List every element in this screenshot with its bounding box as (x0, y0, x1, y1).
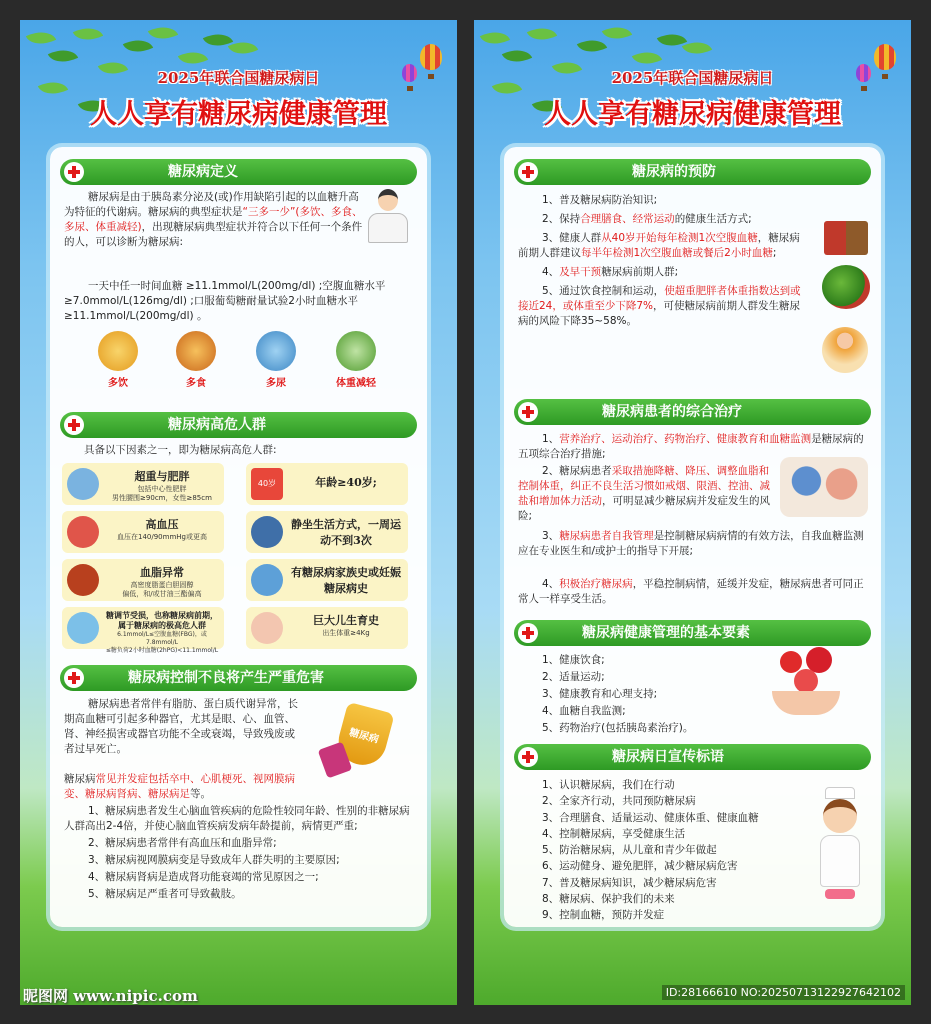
leaf-decoration (228, 35, 258, 60)
section-title: 糖尿病定义 (168, 164, 238, 180)
risk-item: 糖调节受损，也称糖尿病前期，属于糖尿病的极高危人群 6.1mmol/L≤空腹血糖(FBG)，或7.8mmol/L ≤糖负荷2小时血糖(2hPG)<11.1mmol/L (62, 607, 224, 649)
poster-title: 人人享有糖尿病健康管理 (90, 99, 387, 130)
site-watermark: 昵图网 www.nipic.com (23, 987, 198, 1005)
section-header-elements (514, 620, 871, 646)
vegetables-icon (822, 265, 870, 309)
doctor-patient-illustration (780, 457, 868, 517)
leaf-decoration (527, 21, 557, 46)
treatment-item-1: 1、营养治疗、运动治疗、药物治疗、健康教育和血糖监测是糖尿病的五项综合治疗措施; (518, 433, 864, 460)
slogans-list: 1、认识糖尿病，我们在行动 2、全家齐行动，共同预防糖尿病 3、合理膳食、适量运动、健康体重、健康血糖 4、控制糖尿病，享受健康生活 5、防治糖尿病，从儿童和青少年做起 6、运动健身、避免肥胖，减少糖尿病危害 7、普及糖尿病知识，减少糖尿病危害 8、糖尿病、保护我们的未来 9、控制血糖，预防并发症 (542, 779, 759, 922)
medical-cross-icon (64, 668, 84, 688)
risk-item: 巨大儿生育史 出生体重≥4Kg (246, 607, 408, 649)
image-id-label: ID:28166610 NO:20250713122927642102 (662, 985, 905, 1000)
symptom-drink: 多饮 (88, 331, 148, 389)
leaf-decoration (577, 33, 607, 58)
leaf-decoration (682, 35, 712, 60)
left-poster (20, 20, 457, 1005)
calendar-icon: 40岁 (251, 468, 283, 500)
risk-item: 40岁 年龄≥40岁; (246, 463, 408, 505)
medical-cross-icon (518, 162, 538, 182)
section-title: 糖尿病控制不良将产生严重危害 (128, 670, 324, 686)
danger-paragraph: 糖尿病患者常伴有脂肪、蛋白质代谢异常，长期高血糖可引起多种器官，尤其是眼、心、血管、肾、神经损害或器官功能不全或衰竭，导致残废或者过早死亡。 (64, 698, 298, 755)
leaf-decoration (602, 20, 632, 45)
leaf-decoration (502, 43, 532, 68)
symptom-eat: 多食 (166, 331, 226, 389)
hands-hearts-icon (766, 647, 846, 719)
medical-cross-icon (518, 402, 538, 422)
risk-item: 超重与肥胖 包括中心性肥胖 男性腰围≥90cm，女性≥85cm (62, 463, 224, 505)
medical-cross-icon (518, 623, 538, 643)
complications-paragraph: 糖尿病常见并发症包括卒中、心肌梗死、视网膜病变、糖尿病肾病、糖尿病足等。 (64, 773, 295, 800)
heart-icon (67, 516, 99, 548)
event-subtitle: 2025年联合国糖尿病日 (157, 69, 320, 87)
definition-paragraph: 糖尿病是由于胰岛素分泌及(或)作用缺陷引起的以血糖升高为特征的代谢病。糖尿病的典型症状是“三多一少”(多饮、多食、多尿、体重减轻)，出现糖尿病典型症状并符合以下任何一个条件的人，可以诊断为糖尿病: (64, 191, 363, 248)
prevention-list: 1、普及糖尿病防治知识; 2、保持合理膳食、经常运动的健康生活方式; 3、健康人群从40岁开始每年检测1次空腹血糖，糖尿病前期人群建议每半年检测1次空腹血糖或餐后2小时血糖; 4、及早干预糖尿病前期人群; 5、通过饮食控制和运动，使超重肥胖者体重指数达到或接近24，或体重至少下降7%，可使糖尿病前期人群发生糖尿病的风险下降35~58%。 (518, 194, 801, 327)
poster-title: 人人享有糖尿病健康管理 (544, 99, 841, 130)
section-title: 糖尿病健康管理的基本要素 (582, 625, 750, 641)
glucose-meter-icon (67, 612, 99, 644)
exercise-person-icon (822, 327, 868, 373)
sitting-person-icon (251, 516, 283, 548)
symptom-weight-loss: 体重减轻 (326, 331, 386, 389)
section-header-danger (60, 665, 417, 691)
weight-loss-icon (336, 331, 376, 371)
section-header-definition (60, 159, 417, 185)
treatment-item-3: 3、糖尿病患者自我管理是控制糖尿病病情的有效方法，自我血糖监测应在专业医生和/或护士的指导下开展; (518, 530, 864, 557)
baby-icon (251, 612, 283, 644)
risk-item: 高血压 血压在140/90mmHg或更高 (62, 511, 224, 553)
section-title: 糖尿病患者的综合治疗 (602, 404, 742, 420)
risk-item: 有糖尿病家族史或妊娠糖尿病史 (246, 559, 408, 601)
medical-cross-icon (518, 747, 538, 767)
elements-list: 1、健康饮食; 2、适量运动; 3、健康教育和心理支持; 4、血糖自我监测; 5、药物治疗(包括胰岛素治疗)。 (542, 654, 694, 734)
leaf-decoration (148, 20, 178, 45)
leaf-decoration (48, 43, 78, 68)
section-header-treatment (514, 399, 871, 425)
treatment-item-4: 4、积极治疗糖尿病，平稳控制病情，延缓并发症，糖尿病患者可同正常人一样享受生活。 (518, 578, 864, 605)
treatment-item-2: 2、糖尿病患者采取措施降糖、降压、调整血脂和控制体重，纠正不良生活习惯如戒烟、限酒、控油、减盐和增加体力活动，可明显减少糖尿病并发症发生的风险; (518, 465, 770, 522)
shield-icon: 糖尿病 (333, 702, 394, 770)
leaf-decoration (26, 25, 56, 50)
dna-icon (251, 564, 283, 596)
section-header-prevention (514, 159, 871, 185)
risk-item: 血脂异常 高密度脂蛋白胆固醇 偏低，和/或甘油三酯偏高 (62, 559, 224, 601)
urination-icon (256, 331, 296, 371)
nurse-illustration (812, 787, 868, 907)
eating-icon (176, 331, 216, 371)
section-header-slogans (514, 744, 871, 770)
leaf-decoration (123, 33, 153, 58)
blood-vessel-icon (67, 564, 99, 596)
leaf-decoration (73, 21, 103, 46)
risk-intro: 具备以下因素之一，即为糖尿病高危人群: (84, 444, 277, 456)
section-title: 糖尿病的预防 (632, 164, 716, 180)
doctor-illustration (368, 189, 408, 243)
diagnosis-criteria: 一天中任一时间血糖 ≥11.1mmol/L(200mg/dl) ;空腹血糖水平 ≥7.0mmol/L(126mg/dl) ;口服葡萄糖耐量试验2小时血糖水平 ≥11.1mmol/L(200mg/dl) 。 (64, 280, 386, 322)
obesity-icon (67, 468, 99, 500)
risk-item: 静坐生活方式，一周运动不到3次 (246, 511, 408, 553)
content-panel (504, 147, 881, 927)
section-title: 糖尿病日宣传标语 (612, 749, 724, 765)
content-panel (50, 147, 427, 927)
drinking-icon (98, 331, 138, 371)
book-icon (824, 221, 868, 255)
section-title: 糖尿病高危人群 (168, 417, 266, 433)
section-header-risk (60, 412, 417, 438)
danger-list: 1、糖尿病患者发生心脑血管疾病的危险性较同年龄、性别的非糖尿病人群高出2-4倍，并使心脑血管疾病发病年龄提前，病情更严重; 2、糖尿病患者常伴有高血压和血脂异常; 3、糖尿病视网膜病变是导致成年人群失明的主要原因; 4、糖尿病肾病是造成肾功能衰竭的常见原因之一; 5、糖尿病足严重者可导致截肢。 (64, 805, 410, 900)
symptom-urinate: 多尿 (246, 331, 306, 389)
event-subtitle: 2025年联合国糖尿病日 (611, 69, 774, 87)
medical-cross-icon (64, 415, 84, 435)
medical-cross-icon (64, 162, 84, 182)
right-poster (474, 20, 911, 1005)
leaf-decoration (480, 25, 510, 50)
